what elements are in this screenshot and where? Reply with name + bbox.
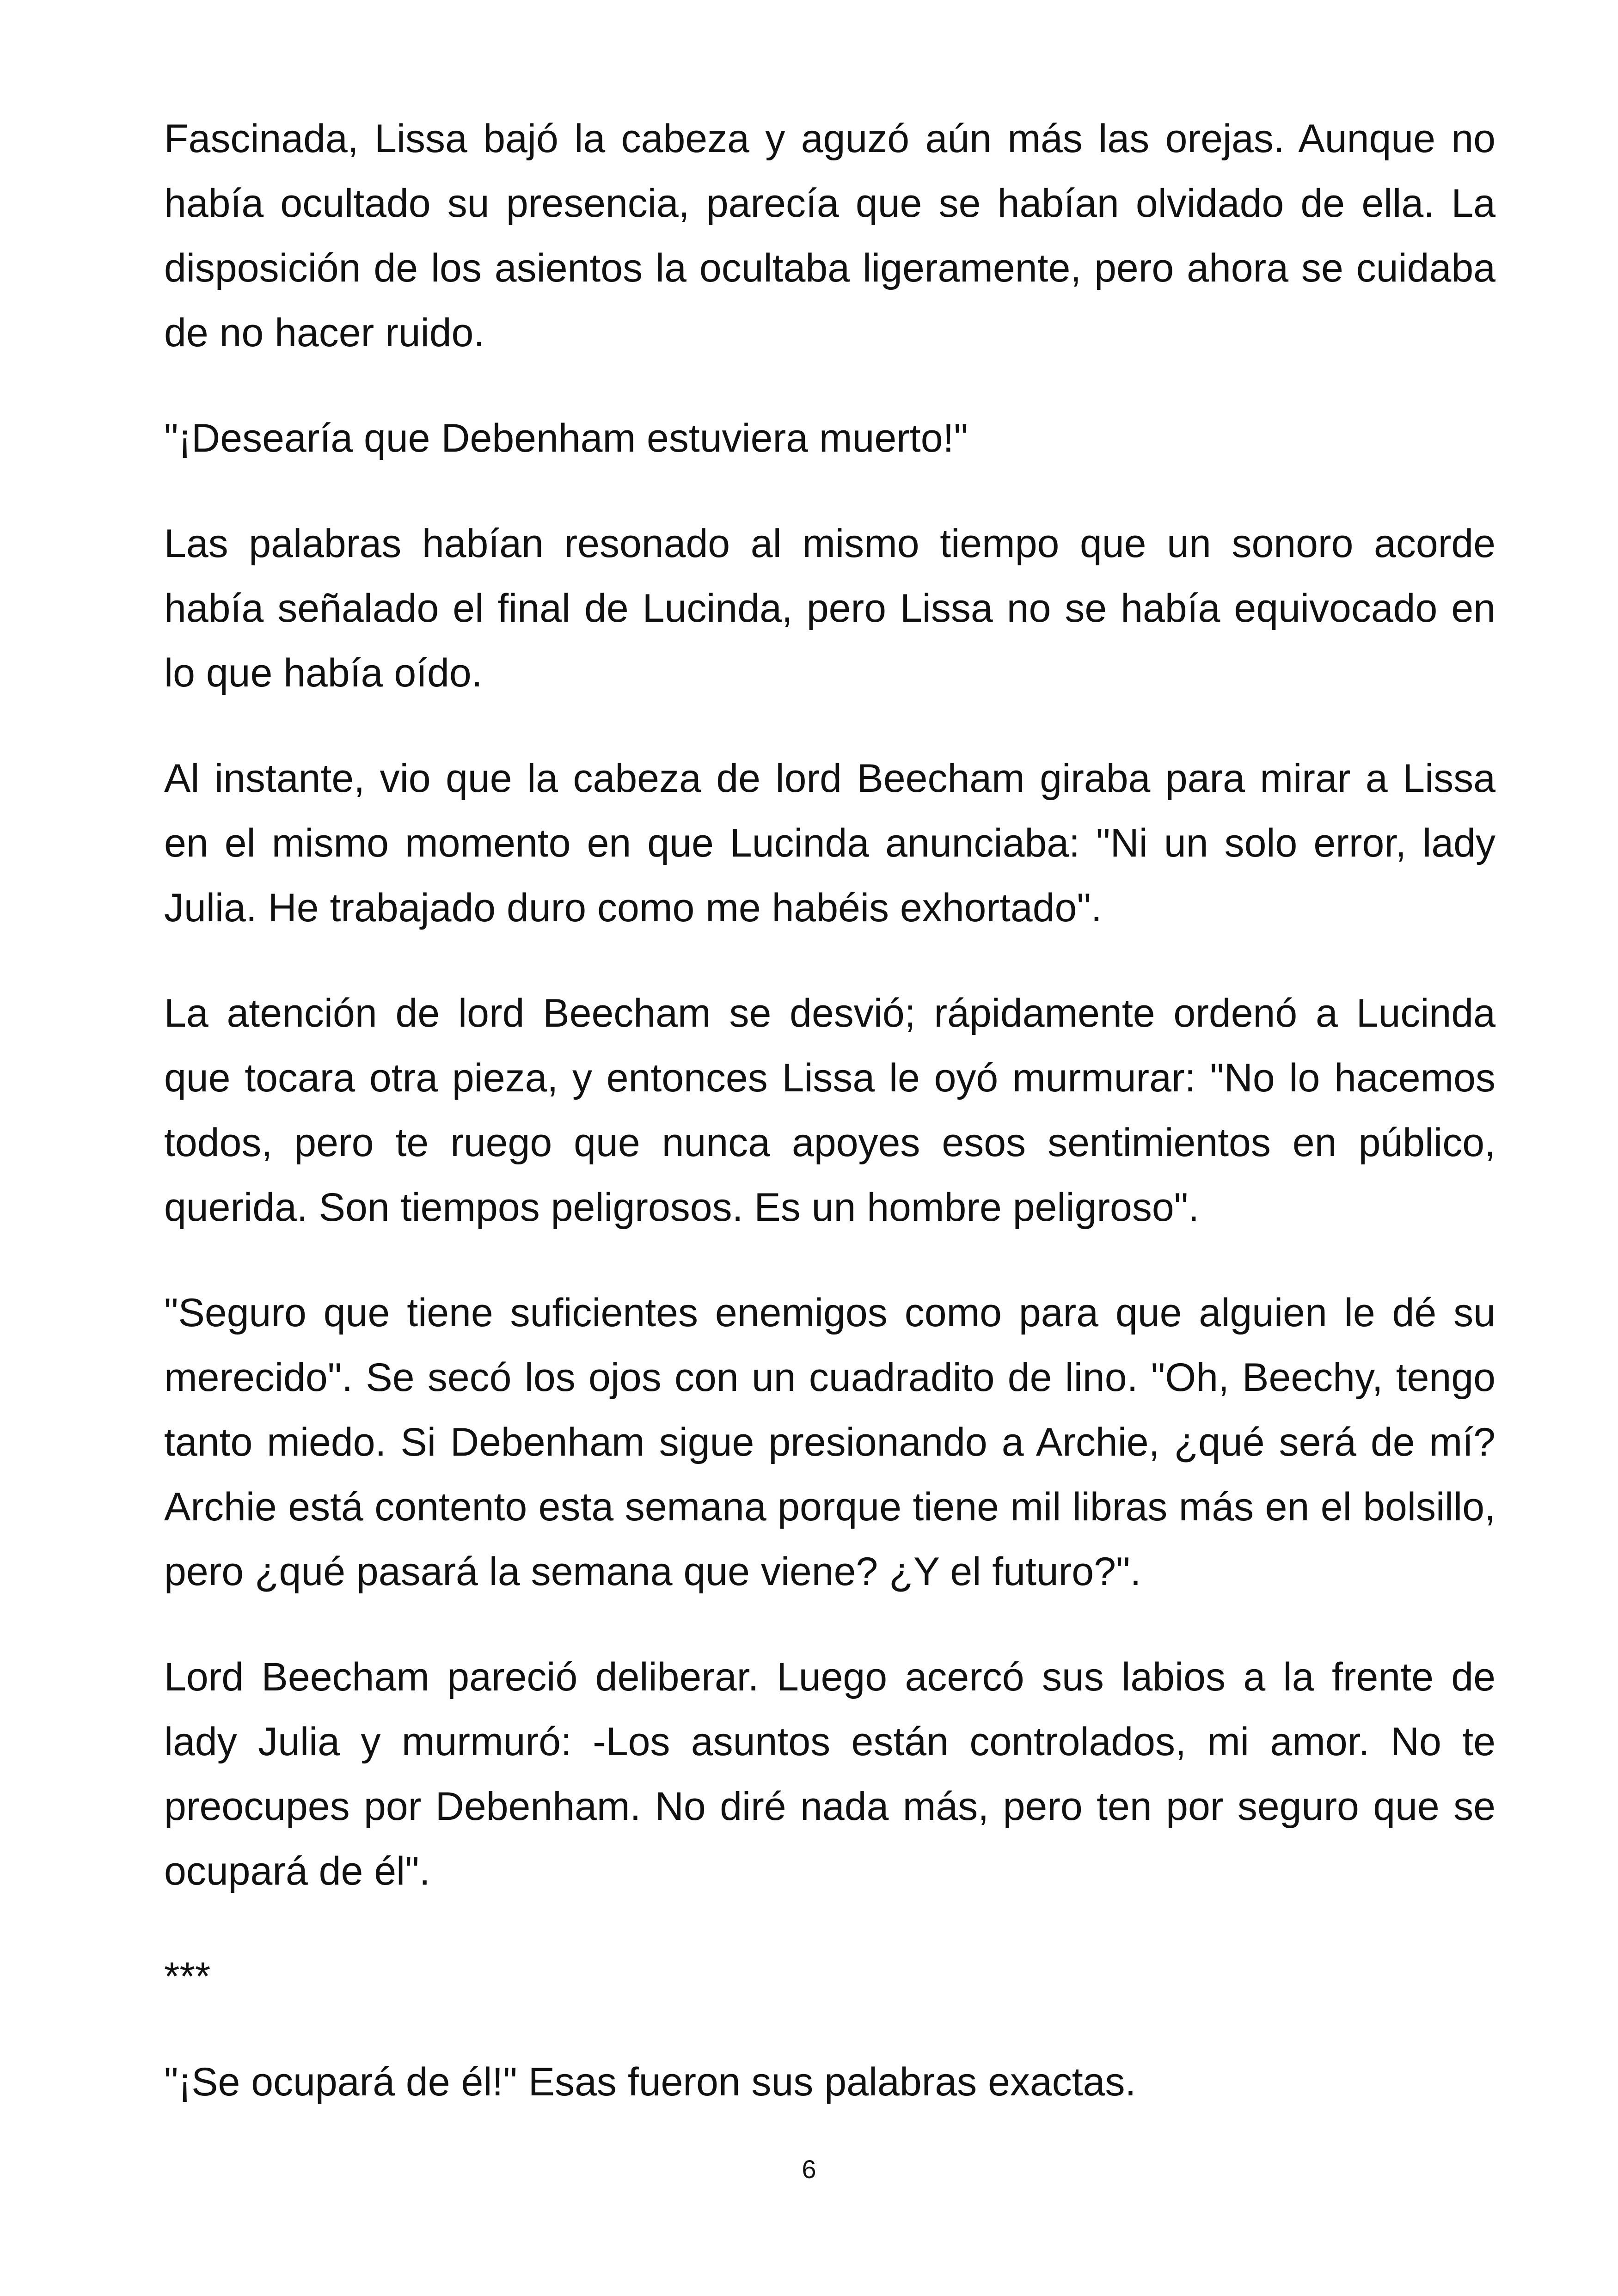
- paragraph-7: Lord Beecham pareció deliberar. Luego acercó sus labios a la frente de lady Julia y murmuró: -Los asuntos están controlados, mi amor. No te preocupes por Debenham. No diré nada más, pero ten por seguro que se ocupará de él".: [164, 1655, 1495, 1893]
- scene-break: ***: [164, 1954, 211, 1999]
- paragraph-8: "¡Se ocupará de él!" Esas fueron sus palabras exactas.: [164, 2060, 1136, 2104]
- paragraph-3: Las palabras habían resonado al mismo tiempo que un sonoro acorde había señalado el final de Lucinda, pero Lissa no se había equivocado en lo que había oído.: [164, 521, 1495, 695]
- paragraph-6: "Seguro que tiene suficientes enemigos como para que alguien le dé su merecido". Se secó los ojos con un cuadradito de lino. "Oh, Beechy, tengo tanto miedo. Si Debenham sigue presionando a Archie, ¿qué será de mí? Archie está contento esta semana porque tiene mil libras más en el bolsillo, pero ¿qué pasará la semana que viene? ¿Y el futuro?".: [164, 1291, 1495, 1594]
- page-number: 6: [802, 2155, 816, 2184]
- paragraph-1: Fascinada, Lissa bajó la cabeza y aguzó aún más las orejas. Aunque no había ocultado su presencia, parecía que se habían olvidado de ella. La disposición de los asientos la ocultaba ligeramente, pero ahora se cuidaba de no hacer ruido.: [164, 116, 1495, 355]
- paragraph-4: Al instante, vio que la cabeza de lord Beecham giraba para mirar a Lissa en el mismo momento en que Lucinda anunciaba: "Ni un solo error, lady Julia. He trabajado duro como me habéis exhortado".: [164, 756, 1495, 930]
- paragraph-5: La atención de lord Beecham se desvió; rápidamente ordenó a Lucinda que tocara otra pieza, y entonces Lissa le oyó murmurar: "No lo hacemos todos, pero te ruego que nunca apoyes esos sentimientos en público, querida. Son tiempos peligrosos. Es un hombre peligroso".: [164, 991, 1495, 1230]
- paragraph-2: "¡Desearía que Debenham estuviera muerto!": [164, 416, 968, 460]
- body-text: [164, 106, 1495, 2155]
